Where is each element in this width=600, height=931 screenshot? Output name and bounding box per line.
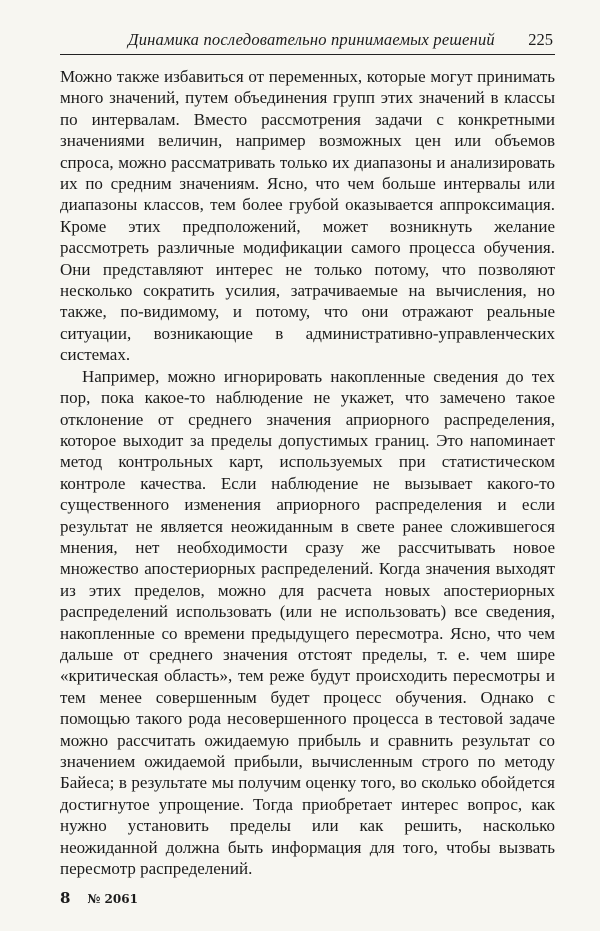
- running-head: [60, 28, 555, 55]
- paragraph-1: Можно также избавиться от переменных, которые могут принимать много значений, путем объединения групп этих значений в классы по интервалам. Вместо рассмотрения задачи с конкретными значениями величин, например возможных цен или объемов спроса, можно рассматривать только их диапазоны и анализировать их по средним значениям. Ясно, что чем больше интервалы или диапазоны классов, тем более грубой оказывается аппроксимация. Кроме этих предположений, может возникнуть желание рассмотреть различные модификации самого процесса обучения. Они представляют интерес не только потому, что позволяют несколько сократить усилия, затрачиваемые на вычисления, но также, по-видимому, и потому, что они отражают реальные ситуации, возникающие в административно-управленческих системах.: [60, 67, 555, 365]
- body-text: [60, 66, 555, 879]
- paragraph-2: Например, можно игнорировать накопленные сведения до тех пор, пока какое-то наблюдение не укажет, что замечено такое отклонение от среднего значения априорного распределения, которое выходит за пределы допустимых границ. Это напоминает метод контрольных карт, используемых при статистическом контроле качества. Если наблюдение не вызывает какого-то существенного изменения априорного распределения и если результат не является неожиданным в свете ранее сложившегося мнения, нет необходимости сразу же рассчитывать новое множество апостериорных распределений. Когда значения выходят из этих пределов, можно для расчета новых апостериорных распределений использовать (или не использовать) все сведения, накопленные со времени предыдущего пересмотра. Ясно, что чем дальше от среднего значения отстоят пределы, т. е. чем шире «критическая область», тем реже будут происходить пересмотры и тем менее совершенным будет процесс обучения. Однако с помощью такого рода несовершенного процесса в тестовой задаче можно рассчитать ожидаемую прибыль и сравнить результат со значением ожидаемой прибыли, вычисленным строго по методу Байеса; в результате мы получим оценку того, во сколько обойдется достигнутое упрощение. Тогда приобретает интерес вопрос, как нужно установить пределы или как решить, насколько неожиданной должна быть информация для того, чтобы вызвать пересмотр распределений.: [60, 366, 555, 879]
- signature-number: 8: [60, 889, 71, 907]
- running-title: Динамика последовательно принимаемых решений: [128, 30, 495, 49]
- printer-signature: [60, 889, 138, 907]
- page-number: 225: [528, 30, 553, 49]
- order-number: № 2061: [87, 892, 138, 906]
